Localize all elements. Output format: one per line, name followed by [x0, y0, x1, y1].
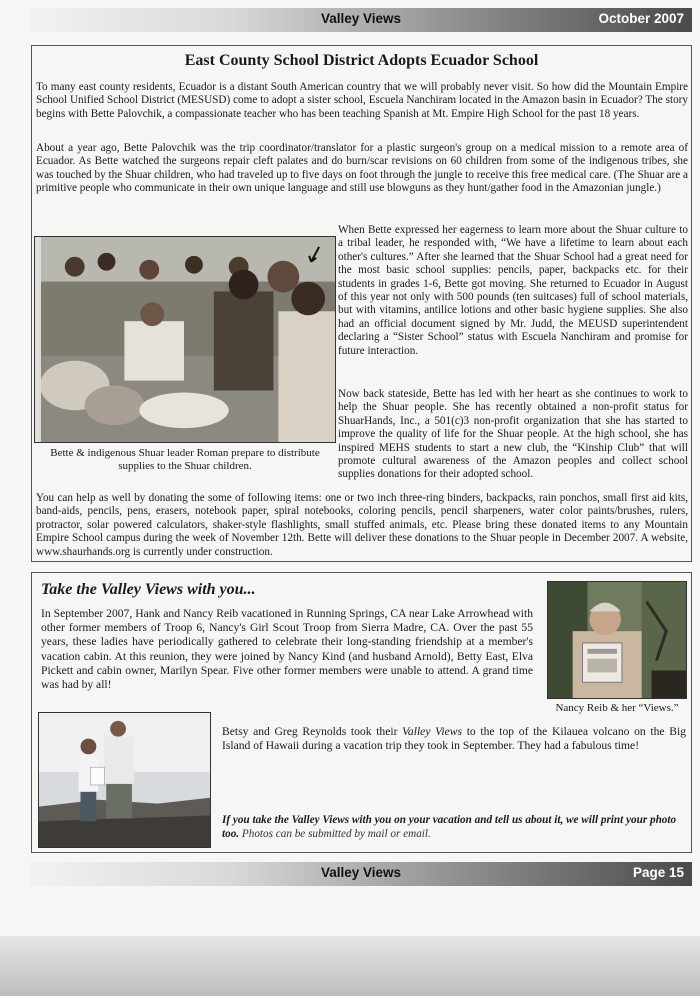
article-valley-views-travel — [31, 572, 692, 853]
footer-band — [30, 862, 692, 886]
travel-title: Take the Valley Views with you... — [41, 581, 256, 598]
travel-paragraph-2-end: to the top of the Kilauea volcano on the Big Island of Hawaii during a vacation trip they took in September. They had a fabulous time! — [222, 725, 687, 753]
header-date: October 2007 — [598, 11, 684, 26]
photo-caption: Bette & indigenous Shuar leader Roman prepare to distribute supplies to the Shuar children. — [50, 447, 320, 472]
submission-note — [222, 813, 686, 841]
photo-reynolds-kilauea — [38, 712, 211, 848]
scan-bottom-edge — [0, 936, 700, 996]
nancy-caption: Nancy Reib & her “Views.” — [555, 702, 679, 714]
photo-supplies-image — [35, 237, 335, 442]
photo-supplies-distribution — [34, 236, 336, 443]
header-band — [30, 8, 692, 32]
travel-paragraph-2-start: Betsy and Greg Reynolds took their — [222, 725, 403, 738]
submission-note-light: Photos can be submitted by mail or email. — [239, 828, 431, 840]
submission-note-bold: If you take the Valley Views with you on your vacation and tell us about it, we will print your photo too. — [222, 814, 677, 840]
header-title: Valley Views — [320, 11, 402, 26]
travel-paragraph-1: In September 2007, Hank and Nancy Reib vacationed in Running Springs, CA near Lake Arrowhead with other former members of Troop 6, Nancy's Girl Scout Troop from Sierra Madre, CA. Over the past 55 years, these ladies have periodically gathered to celebrate their long-standing friendship at a member's vacation cabin. At this reunion, they were joined by Nancy Kind (and husband Arnold), Betty East, Elva Pickett and cabin owner, Marilyn Spear. Five other former members were unable to attend. A grand time was had by all! — [41, 607, 533, 692]
article-ecuador — [31, 45, 692, 562]
article-paragraph-5: You can help as well by donating the some of following items: one or two inch three-ring binders, backpacks, rain ponchos, small first aid kits, band-aids, pencils, pens, erasers, notebook paper, spiral notebooks, coloring pencils, pencil sharpeners, water color paints/brushes, rulers, protractor, solar powered calculators, shaker-style flashlights, small stuffed animals, etc. Please bring these donated items to any Mountain Empire School campus during the week of November 12th. Bette will deliver these donations to the Shuar people in December 2007. A website, www.shaurhands.org is currently under construction. — [36, 492, 688, 558]
article-paragraph-1: To many east county residents, Ecuador is a distant South American country that we will probably never visit. So how did the Mountain Empire School Unified School District (MESUSD) come to adopt a sister school, Escuela Nanchiram located in the Amazon basin in Ecuador? The story begins with Bette Palovchik, a compassionate teacher who has been teaching Spanish at Mt. Empire High School for the past 18 years. — [36, 81, 688, 120]
photo-nancy-reib — [547, 581, 687, 699]
article-paragraph-4: Now back stateside, Bette has led with her heart as she continues to work to help the Shuar people. She has recently obtained a non-profit status for ShuarHands, Inc., a 501(c)3 non-profit organization that she has started to improve the quality of life for the Shuar people. At the high school, she has inspired MEHS students to start a new club, the “Kinship Club” that will promote cultural awareness of the Amazon peoples and collect school supplies donations for their adopted school. — [338, 388, 688, 481]
travel-paragraph-2-publication: Valley Views — [402, 725, 462, 738]
article-paragraph-3: When Bette expressed her eagerness to learn more about the Shuar culture to a tribal leader, he responded with, “We have a lifetime to learn about each other's cultures.” After she learned that the Shuar School had a great need for the most basic school supplies: pencils, paper, backpacks etc. for their students in grades 1-6, Bette got moving. She returned to Ecuador in August of this year not only with 500 pounds (ten suitcases) full of school materials, but with vitamins, antilice lotions and other basic hygiene supplies. She also had an official document signed by Mr. Judd, the MEUSD superintendent declaring a “Sister School” status with Escuela Nanchiram and promise for future interaction. — [338, 224, 688, 357]
page-number: Page 15 — [632, 865, 684, 880]
photo-reynolds-image — [39, 713, 210, 847]
travel-paragraph-2 — [222, 725, 686, 753]
article-paragraph-2: About a year ago, Bette Palovchik was the trip coordinator/translator for a plastic surgeon's group on a medical mission to a remote area of Ecuador. As Bette watched the surgeons repair cleft palates and do burn/scar revisions on 60 children from some of the indigenous tribes, she was touched by the Shuar children, who had traveled up to five days on foot through the jungle to receive this free medical care. (The Shuar are a primitive people who communicate in their own unique language and still use blowguns as they hunt/gather food in the Amazonian jungle.) — [36, 142, 688, 195]
footer-title: Valley Views — [320, 865, 402, 880]
article-title: East County School District Adopts Ecuador School — [184, 52, 539, 69]
photo-nancy-image — [548, 582, 686, 698]
